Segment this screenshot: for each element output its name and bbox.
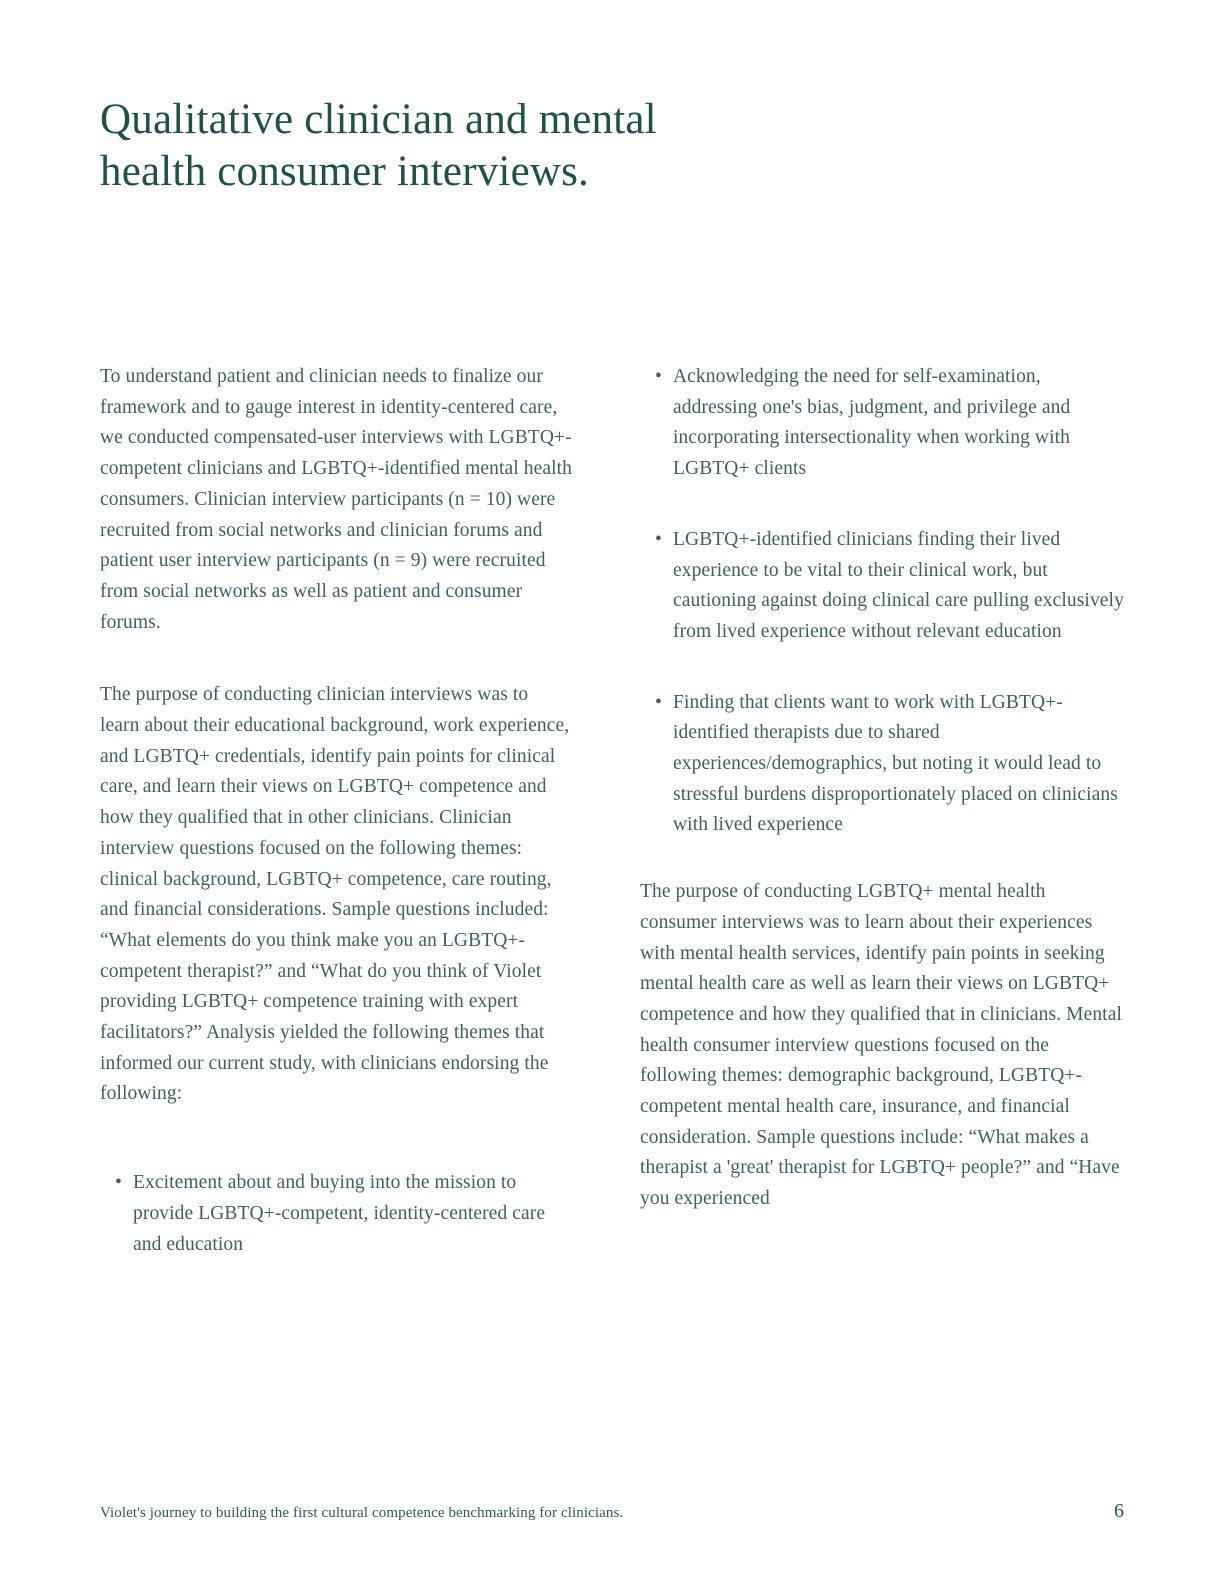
- two-column-layout: [100, 362, 1124, 1296]
- left-paragraph-2: The purpose of conducting clinician interviews was to learn about their educational background, work experience, and LGBTQ+ credentials, identify pain points for clinical care, and learn their views on LGBTQ+ competence and how they qualified that in other clinicians. Clinician interview questions focused on the following themes: clinical background, LGBTQ+ competence, care routing, and financial considerations. Sample questions included: “What elements do you think make you an LGBTQ+-competent therapist?” and “What do you think of Violet providing LGBTQ+ competence training with expert facilitators?” Analysis yielded the following themes that informed our current study, with clinicians endorsing the following:: [100, 684, 570, 1105]
- right-column: [640, 362, 1124, 1296]
- left-paragraph-1: To understand patient and clinician needs to finalize our framework and to gauge interest in identity-centered care, we conducted compensated-user interviews with LGBTQ+-competent clinicians and LGBTQ+-identified mental health consumers. Clinician interview participants (n = 10) were recruited from social networks and clinician forums and patient user interview participants (n = 9) were recruited from social networks as well as patient and consumer forums.: [100, 366, 572, 633]
- right-paragraph-1: The purpose of conducting LGBTQ+ mental health consumer interviews was to learn about their experiences with mental health services, identify pain points in seeking mental health care as well as learn their views on LGBTQ+ competence and how they qualified that in clinicians. Mental health consumer interview questions focused on the following themes: demographic background, LGBTQ+-competent mental health care, insurance, and financial consideration. Sample questions include: “What makes a therapist a 'great' therapist for LGBTQ+ people?” and “Have you experienced: [640, 881, 1122, 1210]
- page-title-line-1: Qualitative clinician and mental: [100, 96, 657, 143]
- right-bullet-list: [640, 362, 1124, 841]
- left-column: [100, 362, 572, 1296]
- footer-text: Violet's journey to building the first cultural competence benchmarking for clinicians.: [100, 1505, 624, 1521]
- page-number: 6: [1114, 1500, 1124, 1522]
- page-footer: [100, 1500, 1124, 1523]
- bullet-item: • LGBTQ+-identified clinicians finding their lived experience to be vital to their clinical work, but cautioning against doing clinical care pulling exclusively from lived experience without relevant education: [640, 525, 1124, 648]
- left-bullet-list: [100, 1168, 572, 1260]
- bullet-item: • Finding that clients want to work with LGBTQ+-identified therapists due to shared experiences/demographics, but noting it would lead to stressful burdens disproportionately placed on clinicians with lived experience: [640, 688, 1124, 842]
- bullet-item: • Excitement about and buying into the mission to provide LGBTQ+-competent, identity-centered care and education: [100, 1168, 572, 1260]
- page-title: [100, 0, 1124, 198]
- bullet-item: • Acknowledging the need for self-examination, addressing one's bias, judgment, and privilege and incorporating intersectionality when working with LGBTQ+ clients: [640, 362, 1124, 485]
- page-title-line-2: health consumer interviews.: [100, 148, 590, 195]
